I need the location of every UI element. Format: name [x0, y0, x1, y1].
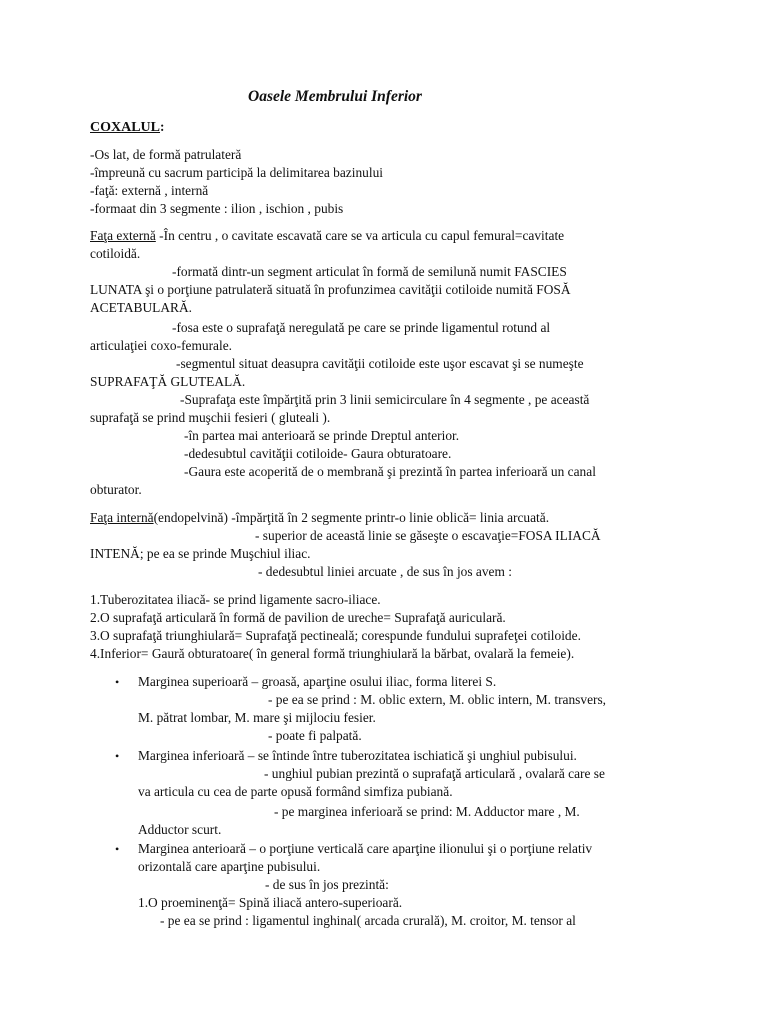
paragraph-line: INTENĂ; pe ea se prinde Muşchiul iliac. [90, 546, 311, 561]
paragraph-line: - dedesubtul liniei arcuate , de sus în jos avem : [258, 564, 512, 579]
paragraph-line: ACETABULARĂ. [90, 300, 192, 315]
bullet-line: - pe marginea inferioară se prind: M. Adductor mare , M. [274, 804, 580, 819]
paragraph-line: SUPRAFAŢĂ GLUTEALĂ. [90, 374, 246, 389]
fata-externa-line [90, 227, 564, 245]
bullet-marker: • [115, 749, 120, 763]
intro-line: -împreună cu sacrum participă la delimitarea bazinului [90, 165, 383, 180]
intro-line: -Os lat, de formă patrulateră [90, 147, 242, 162]
paragraph-line: suprafaţă se prind muşchii fesieri ( gluteali ). [90, 410, 331, 425]
bullet-line: - poate fi palpată. [268, 728, 362, 743]
fata-interna-label: Faţa internă [90, 510, 154, 525]
paragraph-line: -Suprafaţa este împărţită prin 3 linii semicirculare în 4 segmente , pe această [180, 392, 590, 407]
numbered-item: 3.O suprafaţă triunghiulară= Suprafaţă pectineală; corespunde fundului suprafeţei cotiloide. [90, 628, 581, 643]
bullet-line: Marginea anterioară – o porţiune verticală care aparţine ilionului şi o porţiune relativ [138, 841, 593, 856]
numbered-item: 4.Inferior= Gaură obturatoare( în general formă triunghiulară la bărbat, ovalară la femeie). [90, 646, 575, 661]
bullet-marker: • [115, 842, 120, 856]
heading-colon: : [160, 119, 165, 134]
bullet-line: - de sus în jos prezintă: [265, 877, 389, 892]
bullet-line: Adductor scurt. [138, 822, 222, 837]
paragraph-line: -formată dintr-un segment articulat în formă de semilună numit FASCIES [172, 264, 567, 279]
paragraph-line: -fosa este o suprafaţă neregulată pe care se prinde ligamentul rotund al [172, 320, 551, 335]
intro-line: -formaat din 3 segmente : ilion , ischion , pubis [90, 201, 344, 216]
paragraph-line: cotiloidă. [90, 246, 141, 261]
bullet-line: M. pătrat lombar, M. mare şi mijlociu fesier. [138, 710, 376, 725]
paragraph-line: - superior de această linie se găseşte o escavaţie=FOSA ILIACĂ [255, 528, 601, 543]
numbered-item: 2.O suprafaţă articulară în formă de pavilion de ureche= Suprafaţă auriculară. [90, 610, 506, 625]
bullet-line: - pe ea se prind : M. oblic extern, M. oblic intern, M. transvers, [268, 692, 607, 707]
bullet-marker: • [115, 675, 120, 689]
fata-externa-text: -În centru , o cavitate escavată care se va articula cu capul femural=cavitate [155, 228, 565, 243]
paragraph-line: articulaţiei coxo-femurale. [90, 338, 233, 353]
fata-externa-label: Faţa externă [90, 228, 156, 243]
heading-text: COXALUL [90, 120, 161, 135]
paragraph-line: -segmentul situat deasupra cavităţii cotiloide este uşor escavat şi se numeşte [176, 356, 584, 371]
numbered-item: 1.Tuberozitatea iliacă- se prind ligamente sacro-iliace. [90, 592, 381, 607]
bullet-line: Marginea inferioară – se întinde între tuberozitatea ischiatică şi unghiul pubisului. [138, 748, 577, 763]
paragraph-line: -dedesubtul cavităţii cotiloide- Gaura obturatoare. [184, 446, 452, 461]
paragraph-line: -Gaura este acoperită de o membrană şi prezintă în partea inferioară un canal [184, 464, 596, 479]
paragraph-line: obturator. [90, 482, 142, 497]
intro-line: -faţă: externă , internă [90, 183, 209, 198]
fata-interna-text: (endopelvină) -împărţită în 2 segmente printr-o linie oblică= linia arcuată. [153, 510, 550, 525]
paragraph-line: -în partea mai anterioară se prinde Dreptul anterior. [184, 428, 460, 443]
bullet-line: va articula cu cea de parte opusă formând simfiza pubiană. [138, 784, 453, 799]
page-title: Oasele Membrului Inferior [248, 88, 422, 105]
paragraph-line: LUNATA şi o porţiune patrulateră situată în profunzimea cavităţii cotiloide numită FOSĂ [90, 282, 571, 297]
fata-interna-line [90, 509, 549, 527]
section-heading [90, 118, 164, 137]
bullet-line: 1.O proeminenţă= Spină iliacă antero-superioară. [138, 895, 403, 910]
bullet-line: Marginea superioară – groasă, aparţine osului iliac, forma literei S. [138, 674, 497, 689]
bullet-line: - unghiul pubian prezintă o suprafaţă articulară , ovalară care se [264, 766, 605, 781]
bullet-line: - pe ea se prind : ligamentul inghinal( arcada crurală), M. croitor, M. tensor al [160, 913, 576, 928]
bullet-line: orizontală care aparţine pubisului. [138, 859, 321, 874]
